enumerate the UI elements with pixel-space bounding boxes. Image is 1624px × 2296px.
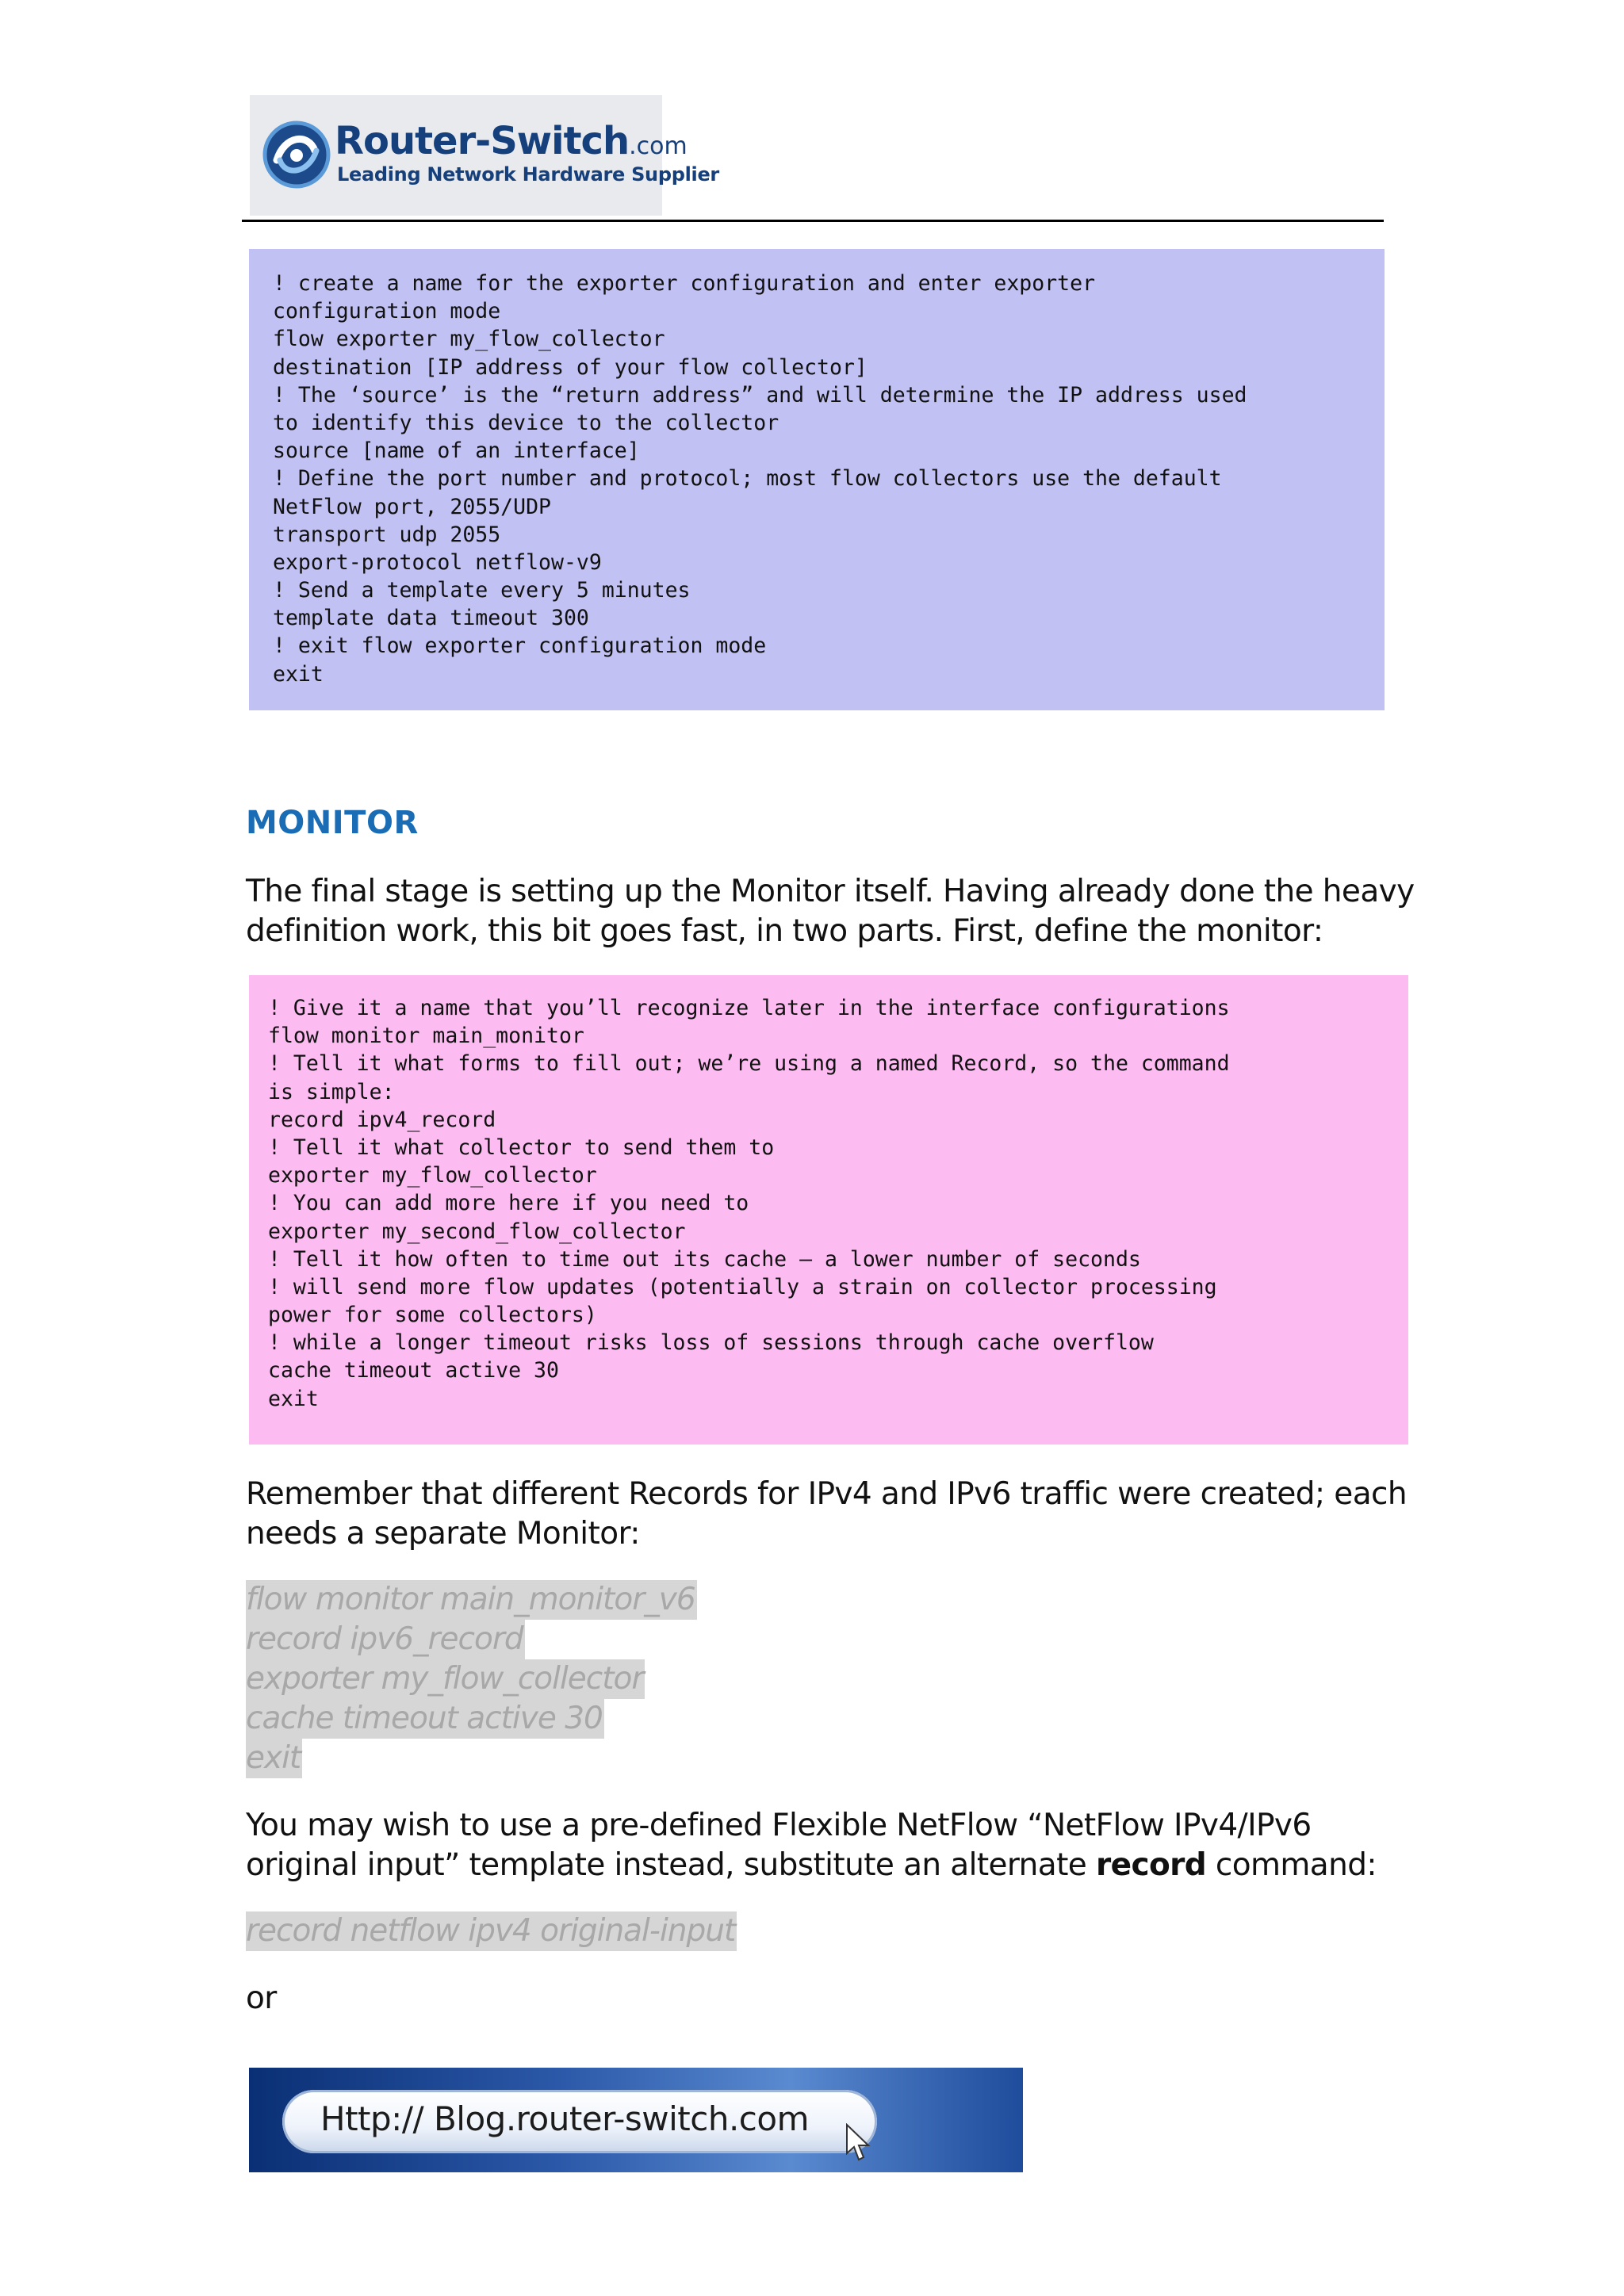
record-alt-code-block xyxy=(246,1911,737,1951)
exporter-code-line: ! create a name for the exporter configuration and enter exporter xyxy=(273,271,1096,296)
monitor-v6-code-line: flow monitor main_monitor_v6 xyxy=(246,1580,697,1620)
exporter-code-lines xyxy=(273,270,1247,688)
header-divider xyxy=(242,220,1384,222)
predefined-record-paragraph xyxy=(246,1806,1377,1885)
monitor-code-line: power for some collectors) xyxy=(268,1303,597,1328)
cursor-icon xyxy=(842,2123,874,2163)
monitor-v6-code-line: exporter my_flow_collector xyxy=(246,1659,645,1699)
logo-tagline: Leading Network Hardware Supplier xyxy=(337,163,719,186)
exporter-code-block xyxy=(249,249,1385,710)
exporter-code-line: template data timeout 300 xyxy=(273,606,589,631)
banner-url-text: Http:// Blog.router-switch.com xyxy=(320,2099,810,2138)
paragraph-text: command: xyxy=(1206,1847,1377,1883)
or-text: or xyxy=(246,1980,277,2016)
paragraph-line xyxy=(246,1846,1377,1885)
monitor-code-line: flow monitor main_monitor xyxy=(268,1024,584,1049)
monitor-code-line: exporter my_flow_collector xyxy=(268,1163,597,1188)
monitor-v6-code-line: cache timeout active 30 xyxy=(246,1699,604,1739)
intro-paragraph xyxy=(246,872,1415,951)
exporter-code-line: ! exit flow exporter configuration mode xyxy=(273,633,767,659)
exporter-code-line: export-protocol netflow-v9 xyxy=(273,549,602,575)
monitor-code-line: ! Give it a name that you’ll recognize later in the interface configurations xyxy=(268,996,1230,1020)
monitor-code-line: exit xyxy=(268,1386,319,1411)
paragraph-text: original input” template instead, substitute an alternate xyxy=(246,1847,1096,1883)
monitor-code-lines xyxy=(268,994,1230,1413)
exporter-code-line: configuration mode xyxy=(273,299,501,324)
monitor-code-line: ! You can add more here if you need to xyxy=(268,1191,749,1216)
paragraph-line: definition work, this bit goes fast, in two parts. First, define the monitor: xyxy=(246,913,1323,949)
monitor-v6-code-block xyxy=(246,1580,697,1778)
router-switch-logo-icon xyxy=(261,119,332,190)
router-switch-logo xyxy=(250,95,719,216)
monitor-v6-code-line: exit xyxy=(246,1739,302,1778)
section-heading-monitor: MONITOR xyxy=(246,805,419,841)
exporter-code-line: source [name of an interface] xyxy=(273,438,640,464)
exporter-code-line: exit xyxy=(273,661,324,687)
exporter-code-line: ! Define the port number and protocol; most flow collectors use the default xyxy=(273,466,1222,492)
exporter-code-line: ! The ‘source’ is the “return address” and will determine the IP address used xyxy=(273,382,1247,408)
remember-paragraph xyxy=(246,1475,1407,1554)
exporter-code-line: NetFlow port, 2055/UDP xyxy=(273,494,551,519)
exporter-code-line: flow exporter my_flow_collector xyxy=(273,327,665,352)
monitor-code-line: ! while a longer timeout risks loss of sessions through cache overflow xyxy=(268,1330,1154,1356)
paragraph-line: You may wish to use a pre-defined Flexible NetFlow “NetFlow IPv4/IPv6 xyxy=(246,1808,1312,1843)
paragraph-line: Remember that different Records for IPv4 and IPv6 traffic were created; each xyxy=(246,1476,1407,1512)
paragraph-line: The final stage is setting up the Monitor itself. Having already done the heavy xyxy=(246,874,1415,909)
paragraph-line: needs a separate Monitor: xyxy=(246,1516,640,1552)
monitor-code-line: ! Tell it how often to time out its cache — a lower number of seconds xyxy=(268,1246,1141,1272)
record-keyword: record xyxy=(1095,1847,1207,1883)
exporter-code-line: ! Send a template every 5 minutes xyxy=(273,578,691,603)
record-alt-code-line: record netflow ipv4 original-input xyxy=(246,1911,737,1951)
blog-banner[interactable] xyxy=(249,2068,1023,2172)
logo-name: Router-Switch.com xyxy=(335,119,688,163)
monitor-code-line: ! Tell it what collector to send them to xyxy=(268,1135,775,1160)
monitor-code-line: record ipv4_record xyxy=(268,1107,496,1132)
exporter-code-line: to identify this device to the collector xyxy=(273,410,779,435)
logo-tld: .com xyxy=(629,132,688,160)
monitor-code-block xyxy=(249,975,1408,1445)
exporter-code-line: transport udp 2055 xyxy=(273,522,501,547)
monitor-code-line: ! Tell it what forms to fill out; we’re using a named Record, so the command xyxy=(268,1051,1230,1077)
monitor-code-line: ! will send more flow updates (potentially a strain on collector processing xyxy=(268,1274,1217,1299)
monitor-v6-code-line: record ipv6_record xyxy=(246,1620,525,1659)
exporter-code-line: destination [IP address of your flow collector] xyxy=(273,354,868,380)
monitor-code-line: exporter my_second_flow_collector xyxy=(268,1219,686,1244)
monitor-code-line: is simple: xyxy=(268,1079,395,1104)
monitor-code-line: cache timeout active 30 xyxy=(268,1358,559,1383)
